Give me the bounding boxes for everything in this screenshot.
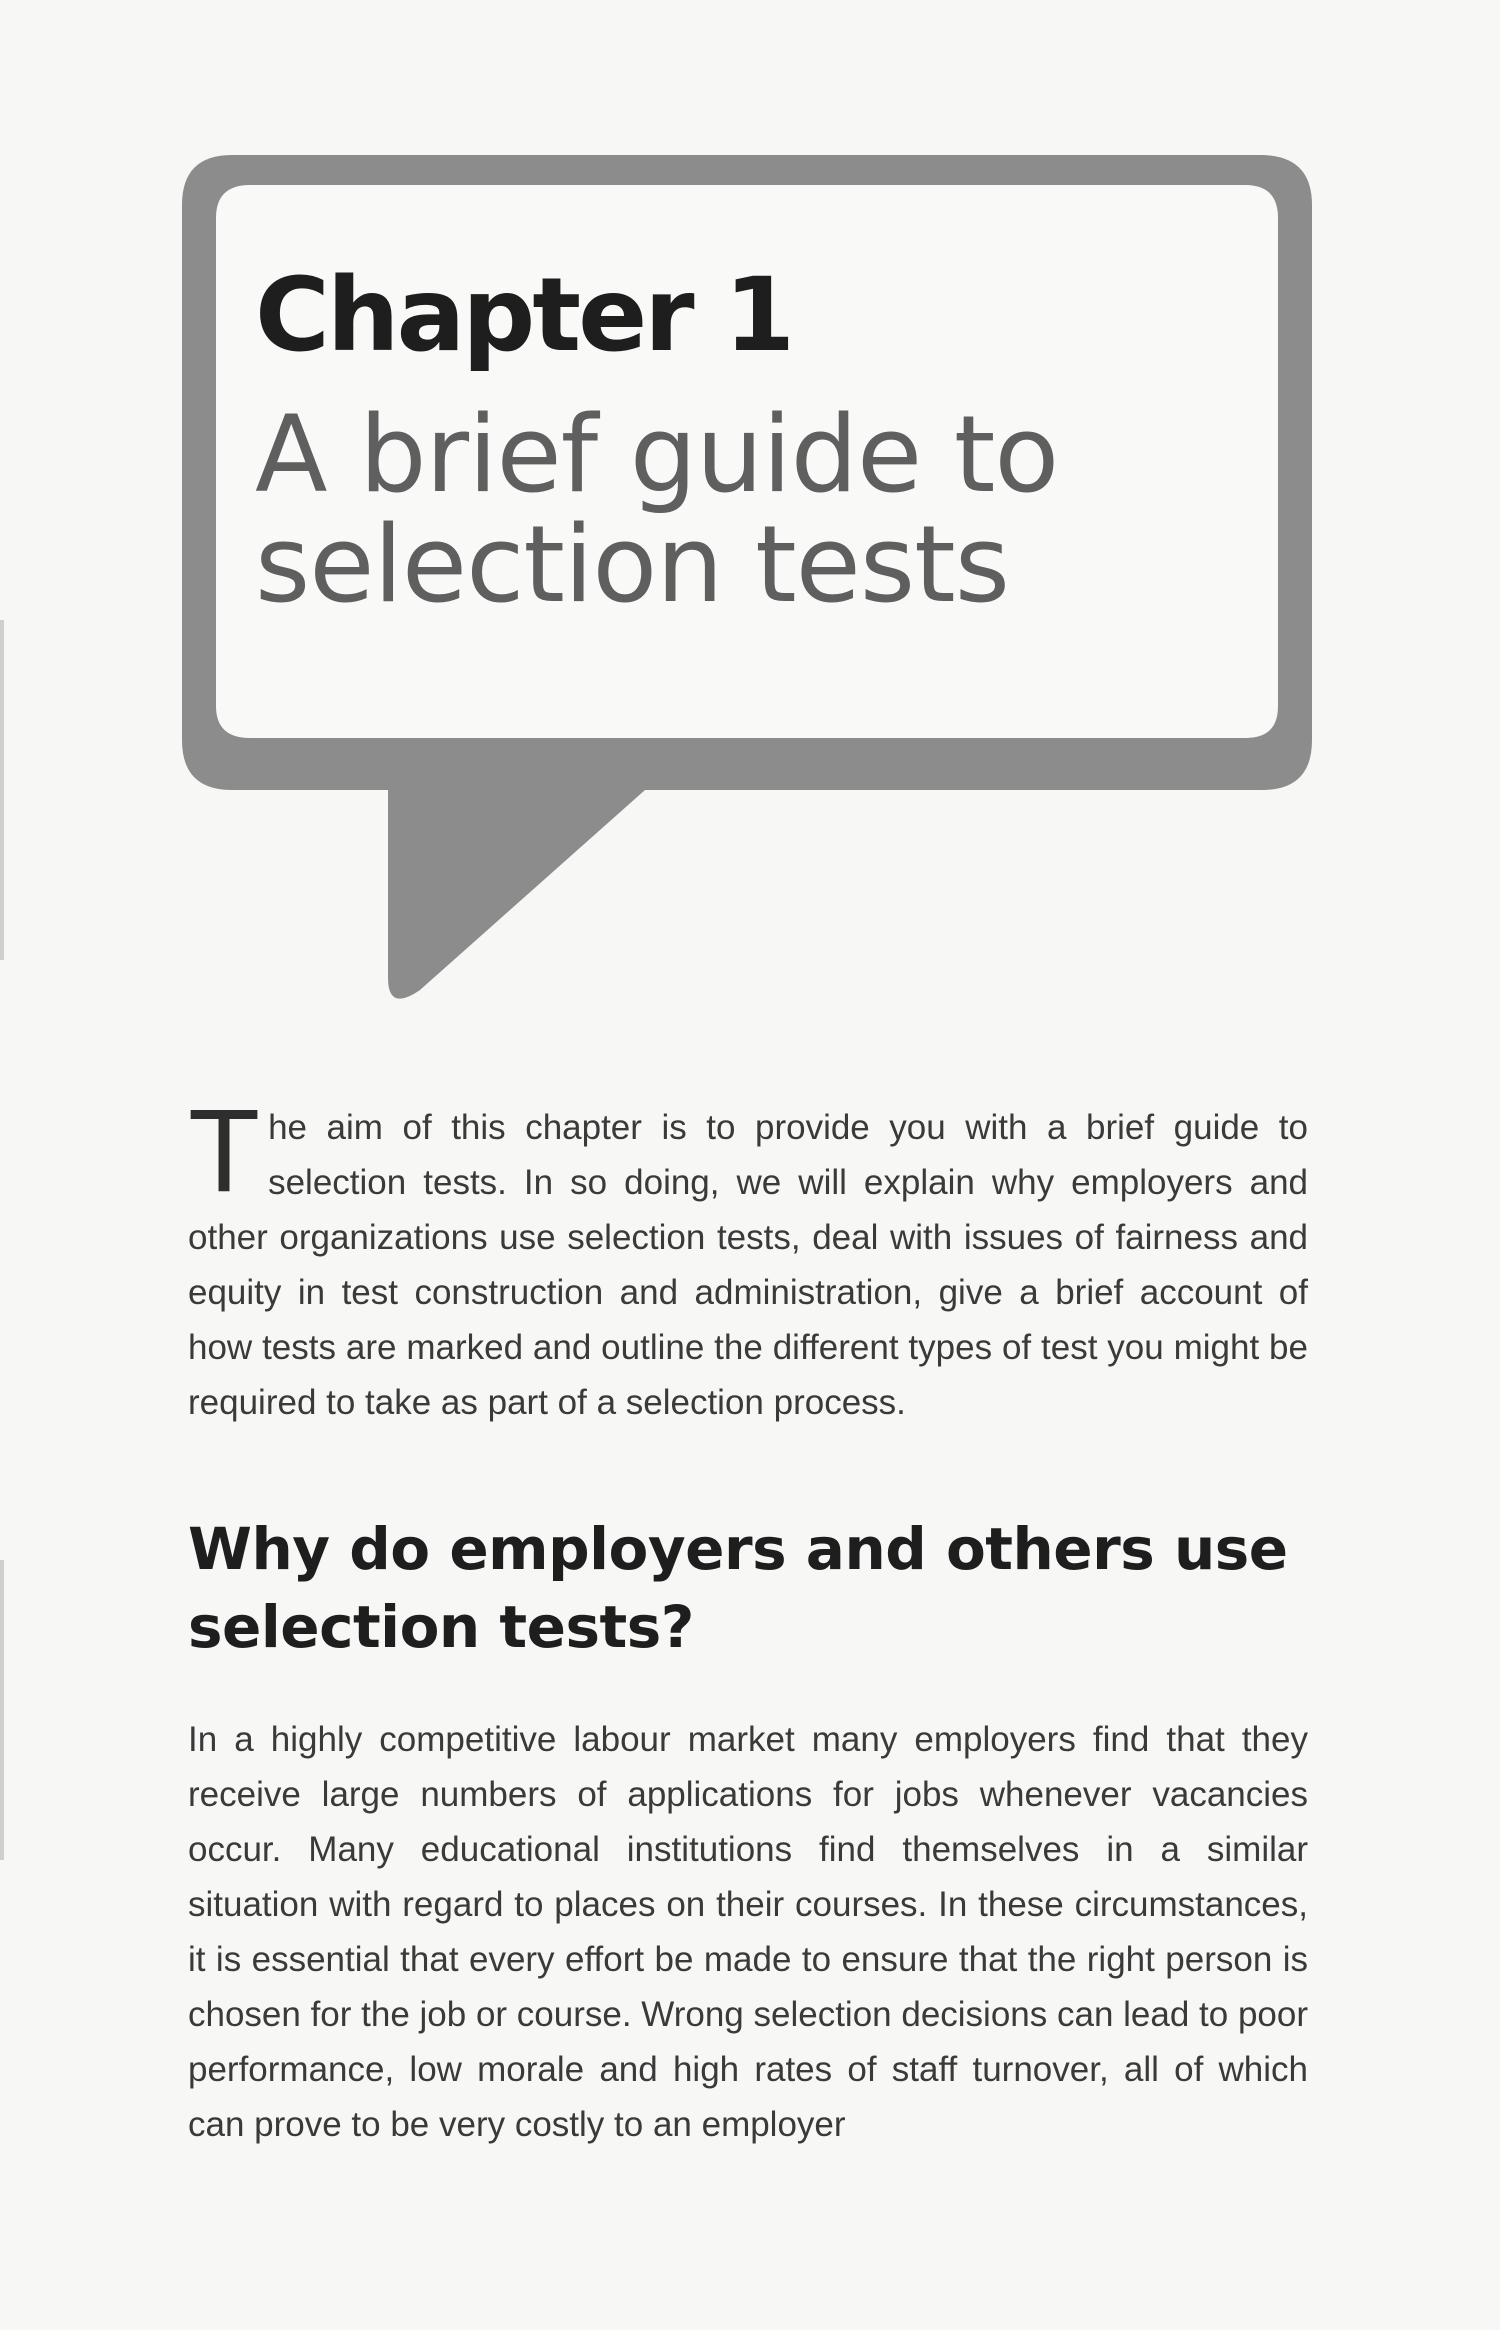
section-heading: Why do employers and others use selection tests? <box>188 1515 1288 1661</box>
chapter-number: Chapter 1 <box>255 256 793 375</box>
page-edge-shadow <box>0 1560 4 1860</box>
intro-paragraph <box>188 1085 1308 1430</box>
drop-cap: T <box>188 1085 261 1217</box>
chapter-title: A brief guide to selection tests <box>255 393 1059 626</box>
intro-text: he aim of this chapter is to provide you with a brief guide to selection tests. In so doing, we will explain why employers and other organizations use selection tests, deal with issues of fairness and equity in test construction and administration, give a brief account of how tests are marked and outline the different types of test you might be required to take as part of a selection process. <box>188 1108 1308 1422</box>
body-paragraph: In a highly competitive labour market many employers find that they receive large numbers of applications for jobs whenever vacancies occur. Many educational institutions find themselves in a similar situation with regard to places on their courses. In these circumstances, it is essential that every effort be made to ensure that the right person is chosen for the job or course. Wrong selection decisions can lead to poor performance, low morale and high rates of staff turnover, all of which can prove to be very costly to an employer <box>188 1720 1308 2144</box>
